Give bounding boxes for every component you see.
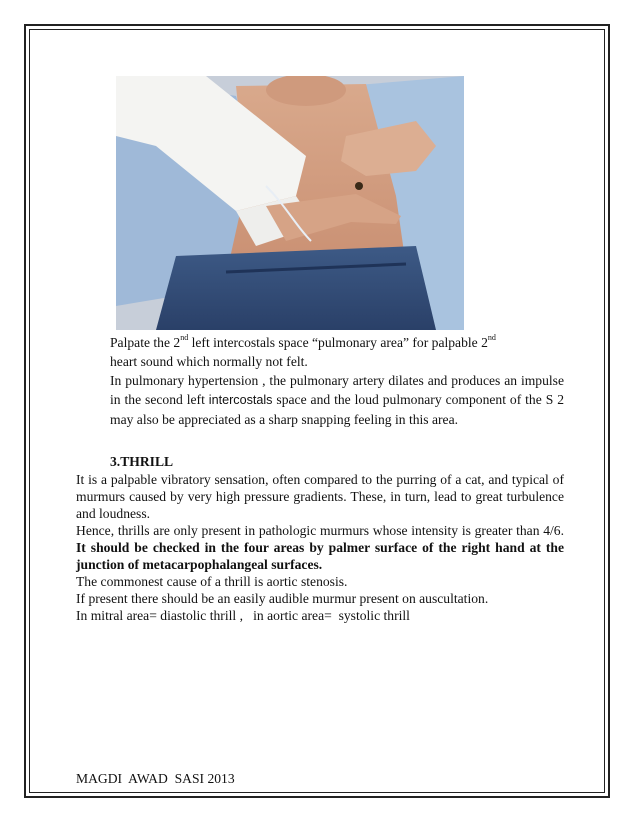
section-title: .THRILL <box>116 454 174 469</box>
body-p2-a: Hence, thrills are only present in pathologic murmurs whose intensity is greater than 4/6. <box>76 523 564 538</box>
photo-caption-para2 <box>110 371 564 429</box>
caption-line2: heart sound which normally not felt. <box>110 354 308 369</box>
caption-line1-b: left intercostals space “pulmonary area” for palpable 2 <box>188 335 488 350</box>
body-p2 <box>76 522 564 573</box>
caption-para2-b: space and the loud pulmonary component of the S 2 may also be appreciated as a sharp snapping feeling in this area. <box>110 392 564 427</box>
section-number: 3 <box>110 454 117 469</box>
body-p2-bold: It should be checked in the four areas by palmer surface of the right hand at the junction of metacarpophalangeal surfaces. <box>76 540 564 572</box>
caption-para2-sans: intercostals <box>208 393 273 407</box>
body-p3: The commonest cause of a thrill is aortic stenosis. <box>76 574 348 589</box>
caption-sup-2: nd <box>487 333 496 342</box>
thrill-body <box>76 471 564 624</box>
body-p5: In mitral area= diastolic thrill , in aortic area= systolic thrill <box>76 608 410 623</box>
caption-para2-a: In pulmonary hypertension , the pulmonary artery dilates and produces an impulse in the second left <box>110 373 564 407</box>
photo-caption-para1 <box>110 333 564 371</box>
caption-sup-1: nd <box>180 333 189 342</box>
clinical-palpation-photo <box>116 76 464 330</box>
body-p1: It is a palpable vibratory sensation, often compared to the purring of a cat, and typical of murmurs caused by very high pressure gradients. These, in turn, lead to great turbulence and loudness. <box>76 472 564 521</box>
footer-author: MAGDI AWAD SASI 2013 <box>76 771 235 786</box>
body-p4: If present there should be an easily audible murmur present on auscultation. <box>76 591 489 606</box>
caption-line1-a: Palpate the 2 <box>110 335 181 350</box>
section-heading <box>110 454 173 470</box>
